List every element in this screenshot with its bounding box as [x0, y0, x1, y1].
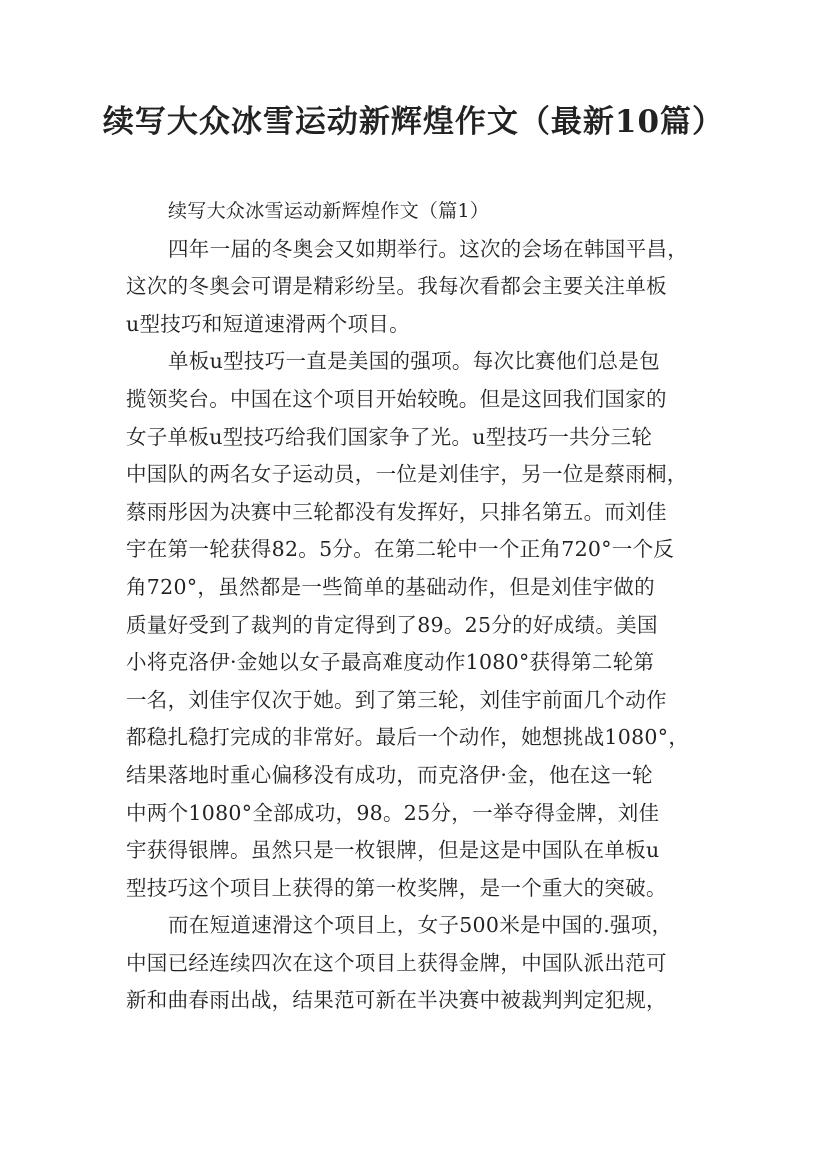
text-line: 这次的冬奥会可谓是精彩纷呈。我每次看都会主要关注单板 — [126, 274, 667, 299]
text-line: 都稳扎稳打完成的非常好。最后一个动作，她想挑战1080°， — [126, 725, 690, 750]
text-line: u型技巧和短道速滑两个项目。 — [126, 311, 410, 336]
text-line: 质量好受到了裁判的肯定得到了89。25分的好成绩。美国 — [126, 612, 658, 637]
text-line: 中国队的两名女子运动员，一位是刘佳宇，另一位是蔡雨桐， — [126, 462, 688, 487]
text-line: 结果落地时重心偏移没有成功，而克洛伊·金，他在这一轮 — [126, 762, 653, 787]
text-line: 蔡雨彤因为决赛中三轮都没有发挥好，只排名第五。而刘佳 — [126, 499, 667, 524]
document-title: 续写大众冰雪运动新辉煌作文（最新10篇） — [102, 104, 725, 140]
text-line: 型技巧这个项目上获得的第一枚奖牌，是一个重大的突破。 — [126, 875, 667, 900]
text-line: 一名，刘佳宇仅次于她。到了第三轮，刘佳宇前面几个动作 — [126, 687, 667, 712]
document-body — [126, 193, 716, 1020]
text-line: 新和曲春雨出战，结果范可新在半决赛中被裁判判定犯规， — [126, 988, 667, 1013]
text-line: 角720°，虽然都是一些简单的基础动作，但是刘佳宇做的 — [126, 574, 655, 599]
text-line: 四年一届的冬奥会又如期举行。这次的会场在韩国平昌， — [168, 236, 688, 261]
text-line: 单板u型技巧一直是美国的强项。每次比赛他们总是包 — [168, 349, 660, 374]
text-line: 中两个1080°全部成功，98。25分，一举夺得金牌，刘佳 — [126, 800, 660, 825]
text-line: 女子单板u型技巧给我们国家争了光。u型技巧一共分三轮 — [126, 424, 653, 449]
text-line: 小将克洛伊·金她以女子最高难度动作1080°获得第二轮第 — [126, 650, 655, 675]
text-line: 宇获得银牌。虽然只是一枚银牌，但是这是中国队在单板u — [126, 838, 660, 863]
text-line: 而在短道速滑这个项目上，女子500米是中国的.强项， — [168, 913, 673, 938]
section-heading: 续写大众冰雪运动新辉煌作文（篇1） — [168, 200, 490, 222]
text-line: 宇在第一轮获得82。5分。在第二轮中一个正角720°一个反 — [126, 537, 675, 562]
text-line: 中国已经连续四次在这个项目上获得金牌，中国队派出范可 — [126, 950, 667, 975]
text-line: 揽领奖台。中国在这个项目开始较晚。但是这回我们国家的 — [126, 386, 667, 411]
